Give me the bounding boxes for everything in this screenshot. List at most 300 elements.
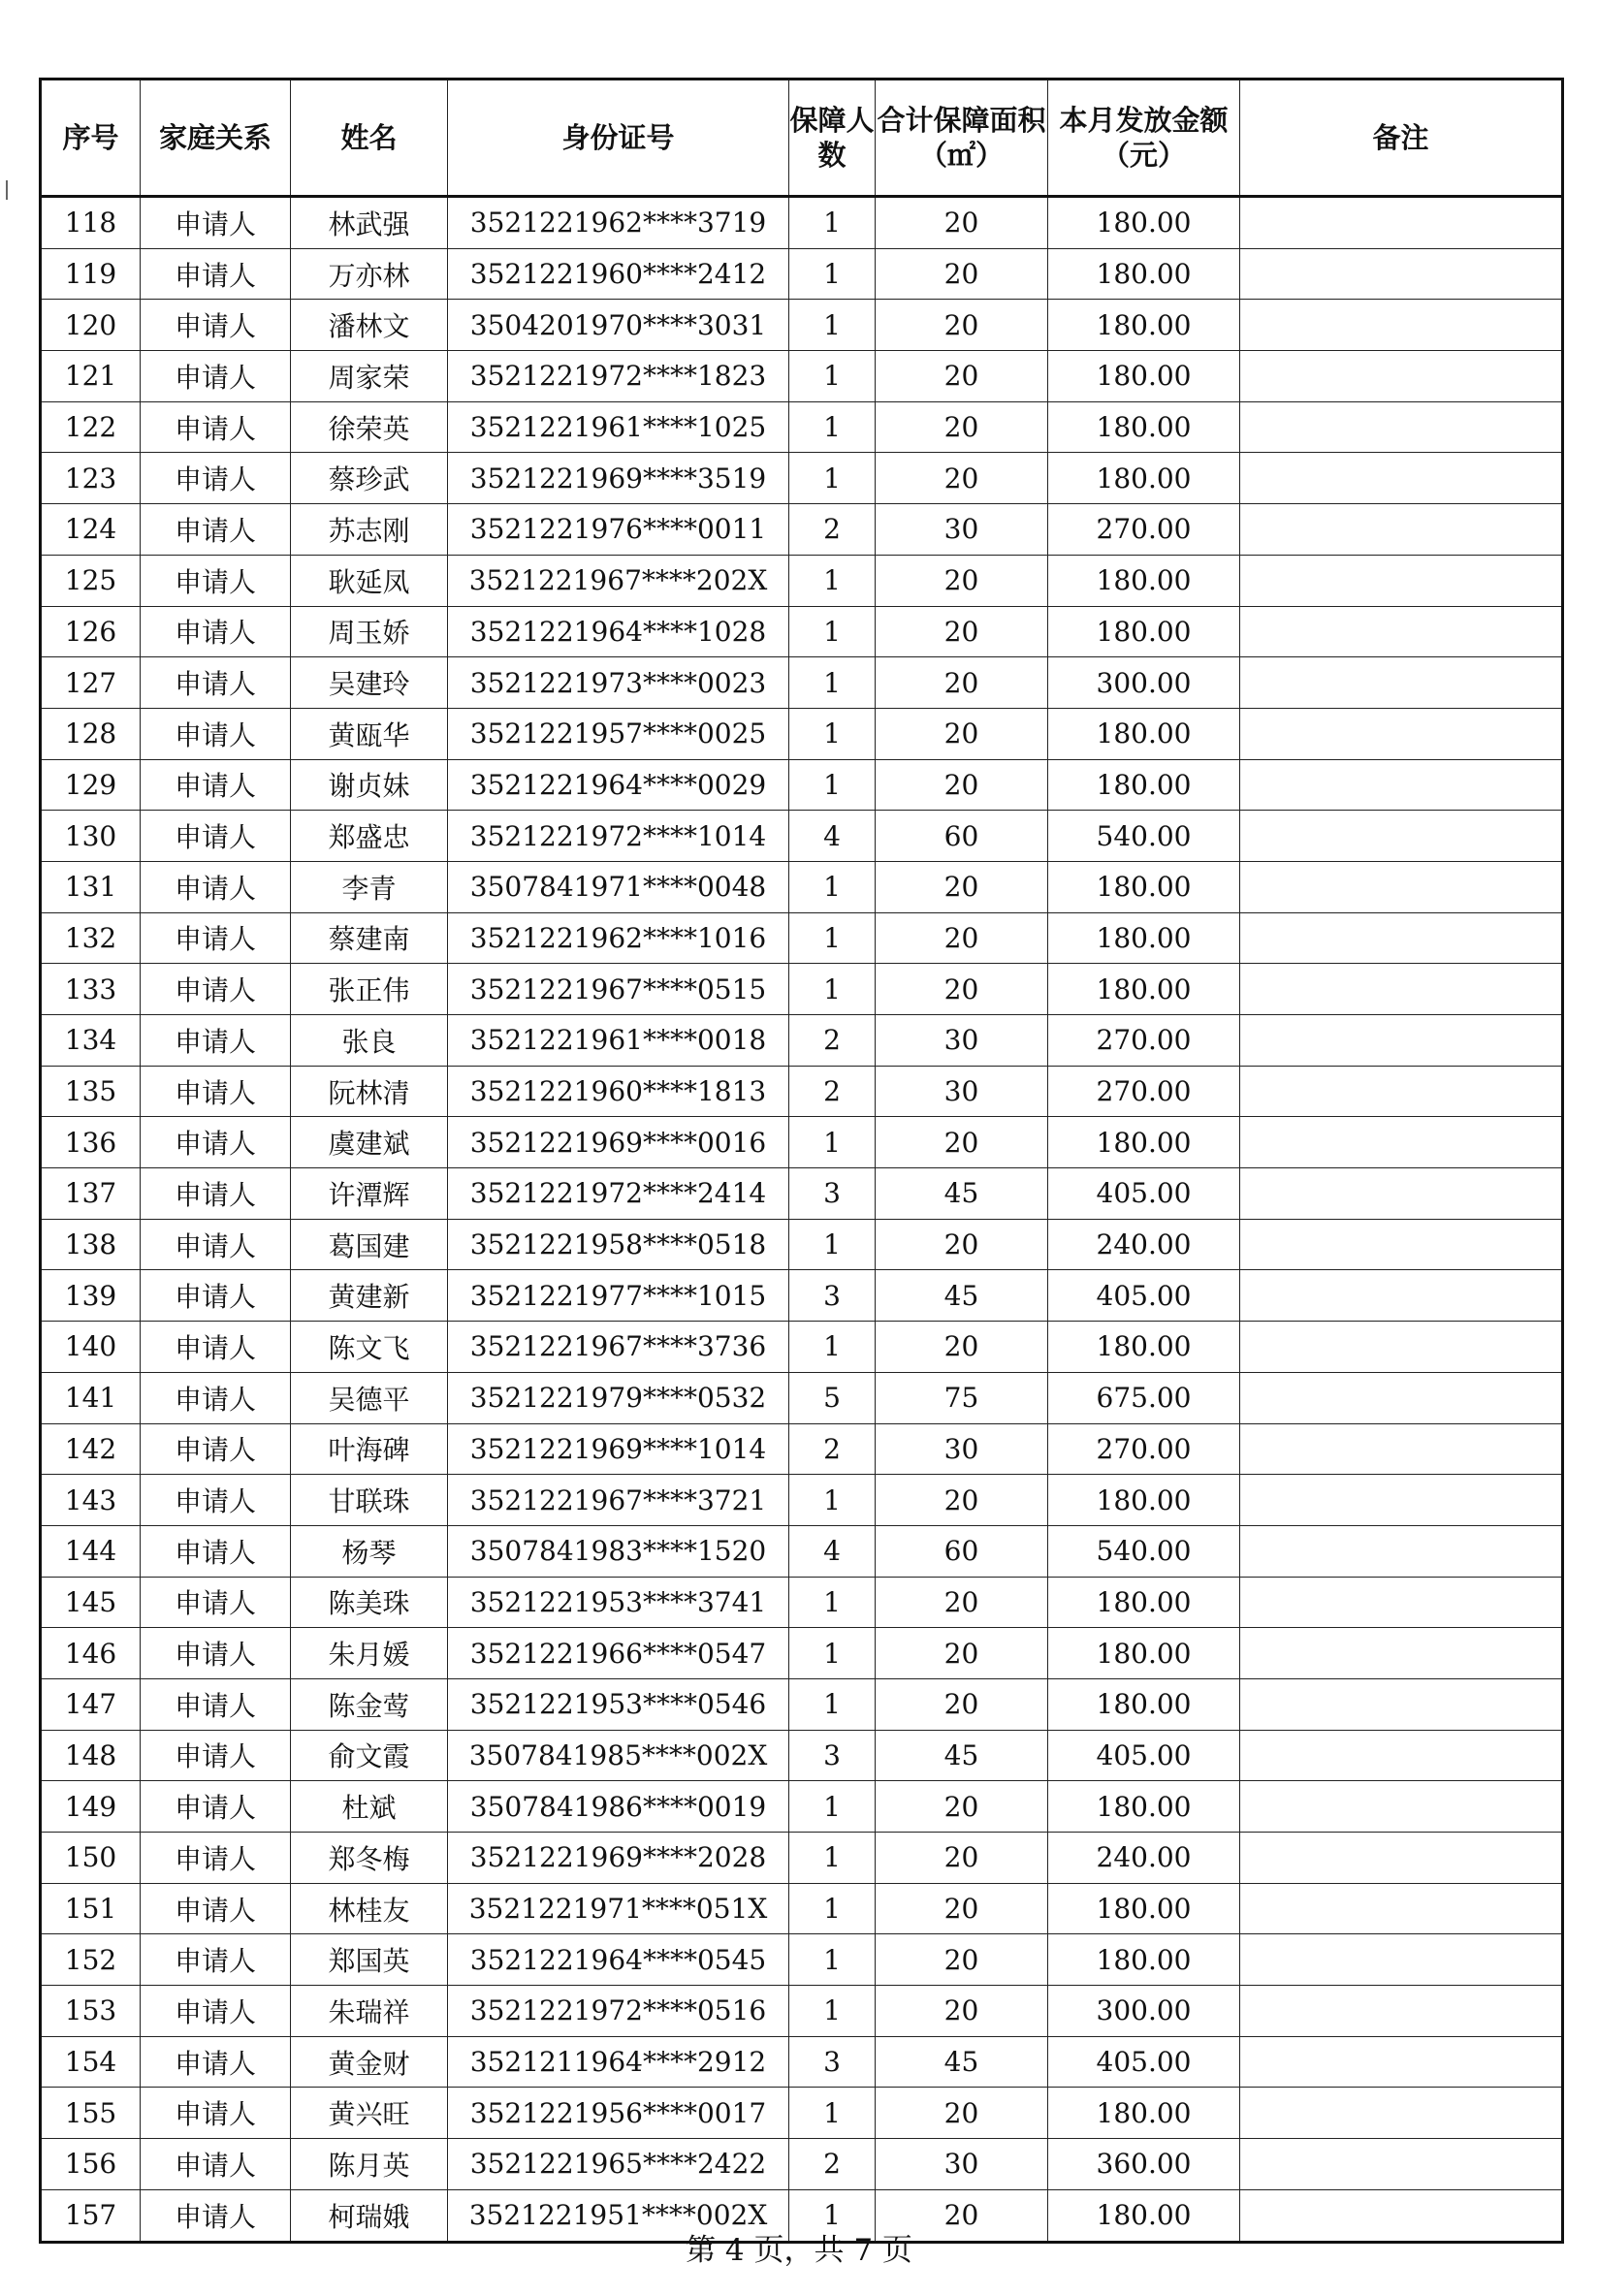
relation-cell: 申请人 (141, 1168, 291, 1220)
name-cell: 周玉娇 (291, 606, 448, 657)
id-number-cell: 3521221964****1028 (448, 606, 789, 657)
seq-cell: 132 (41, 912, 141, 964)
subsidy-roster-table (39, 78, 1564, 2244)
relation-cell: 申请人 (141, 1934, 291, 1986)
table-row (41, 759, 1563, 811)
header-id-number: 身份证号 (448, 80, 789, 197)
name-cell: 林武强 (291, 197, 448, 249)
amount-cell: 180.00 (1048, 2088, 1240, 2139)
relation-cell: 申请人 (141, 1219, 291, 1270)
area-cell: 20 (876, 197, 1048, 249)
header-amount: 本月发放金额（元） (1048, 80, 1240, 197)
name-cell: 吴建玲 (291, 657, 448, 709)
note-cell (1240, 1986, 1563, 2037)
id-number-cell: 3521221969****0016 (448, 1117, 789, 1168)
amount-cell: 240.00 (1048, 1219, 1240, 1270)
persons-cell: 1 (789, 453, 876, 504)
seq-cell: 151 (41, 1883, 141, 1934)
relation-cell: 申请人 (141, 1883, 291, 1934)
amount-cell: 180.00 (1048, 912, 1240, 964)
area-cell: 20 (876, 1934, 1048, 1986)
note-cell (1240, 1475, 1563, 1526)
area-cell: 20 (876, 1577, 1048, 1628)
area-cell: 20 (876, 1219, 1048, 1270)
seq-cell: 139 (41, 1270, 141, 1322)
seq-cell: 137 (41, 1168, 141, 1220)
persons-cell: 1 (789, 1475, 876, 1526)
note-cell (1240, 1678, 1563, 1730)
id-number-cell: 3521211964****2912 (448, 2036, 789, 2088)
id-number-cell: 3521221964****0545 (448, 1934, 789, 1986)
area-cell: 20 (876, 657, 1048, 709)
amount-cell: 180.00 (1048, 964, 1240, 1015)
name-cell: 李青 (291, 861, 448, 912)
persons-cell: 1 (789, 657, 876, 709)
header-relation: 家庭关系 (141, 80, 291, 197)
seq-cell: 156 (41, 2139, 141, 2190)
note-cell (1240, 708, 1563, 759)
note-cell (1240, 1781, 1563, 1833)
relation-cell: 申请人 (141, 1525, 291, 1577)
relation-cell: 申请人 (141, 1423, 291, 1475)
id-number-cell: 3507841985****002X (448, 1730, 789, 1781)
seq-cell: 120 (41, 300, 141, 351)
name-cell: 周家荣 (291, 351, 448, 402)
amount-cell: 180.00 (1048, 861, 1240, 912)
amount-cell: 180.00 (1048, 1678, 1240, 1730)
id-number-cell: 3521221973****0023 (448, 657, 789, 709)
name-cell: 万亦林 (291, 248, 448, 300)
note-cell (1240, 1219, 1563, 1270)
table-row (41, 300, 1563, 351)
table-row (41, 1322, 1563, 1373)
table-row (41, 1372, 1563, 1423)
table-row (41, 1781, 1563, 1833)
amount-cell: 405.00 (1048, 1730, 1240, 1781)
note-cell (1240, 401, 1563, 453)
seq-cell: 143 (41, 1475, 141, 1526)
header-area: 合计保障面积（㎡） (876, 80, 1048, 197)
table-row (41, 1833, 1563, 1884)
note-cell (1240, 1066, 1563, 1117)
name-cell: 郑冬梅 (291, 1833, 448, 1884)
area-cell: 20 (876, 1322, 1048, 1373)
amount-cell: 405.00 (1048, 1270, 1240, 1322)
relation-cell: 申请人 (141, 606, 291, 657)
area-cell: 45 (876, 1270, 1048, 1322)
name-cell: 叶海碑 (291, 1423, 448, 1475)
note-cell (1240, 1117, 1563, 1168)
table-row (41, 1219, 1563, 1270)
scan-artifact (6, 180, 8, 200)
relation-cell: 申请人 (141, 759, 291, 811)
amount-cell: 540.00 (1048, 811, 1240, 862)
seq-cell: 141 (41, 1372, 141, 1423)
id-number-cell: 3521221971****051X (448, 1883, 789, 1934)
id-number-cell: 3521221956****0017 (448, 2088, 789, 2139)
name-cell: 耿延凤 (291, 555, 448, 606)
id-number-cell: 3521221972****0516 (448, 1986, 789, 2037)
name-cell: 葛国建 (291, 1219, 448, 1270)
area-cell: 20 (876, 300, 1048, 351)
page-number-footer: 第 4 页，共 7 页 (686, 2233, 912, 2268)
table-row (41, 1270, 1563, 1322)
relation-cell: 申请人 (141, 1833, 291, 1884)
amount-cell: 180.00 (1048, 2189, 1240, 2242)
relation-cell: 申请人 (141, 1628, 291, 1679)
table-row (41, 504, 1563, 556)
seq-cell: 134 (41, 1015, 141, 1067)
area-cell: 20 (876, 1883, 1048, 1934)
amount-cell: 180.00 (1048, 1117, 1240, 1168)
amount-cell: 240.00 (1048, 1833, 1240, 1884)
seq-cell: 136 (41, 1117, 141, 1168)
seq-cell: 126 (41, 606, 141, 657)
name-cell: 蔡建南 (291, 912, 448, 964)
amount-cell: 180.00 (1048, 606, 1240, 657)
name-cell: 潘林文 (291, 300, 448, 351)
persons-cell: 4 (789, 811, 876, 862)
area-cell: 20 (876, 964, 1048, 1015)
area-cell: 30 (876, 1015, 1048, 1067)
name-cell: 阮林清 (291, 1066, 448, 1117)
amount-cell: 180.00 (1048, 708, 1240, 759)
note-cell (1240, 248, 1563, 300)
area-cell: 60 (876, 811, 1048, 862)
relation-cell: 申请人 (141, 1678, 291, 1730)
persons-cell: 3 (789, 1730, 876, 1781)
table-row (41, 912, 1563, 964)
name-cell: 甘联珠 (291, 1475, 448, 1526)
header-persons: 保障人数 (789, 80, 876, 197)
area-cell: 20 (876, 708, 1048, 759)
relation-cell: 申请人 (141, 657, 291, 709)
amount-cell: 675.00 (1048, 1372, 1240, 1423)
table-row (41, 1117, 1563, 1168)
amount-cell: 180.00 (1048, 197, 1240, 249)
seq-cell: 123 (41, 453, 141, 504)
amount-cell: 180.00 (1048, 351, 1240, 402)
name-cell: 许潭辉 (291, 1168, 448, 1220)
note-cell (1240, 453, 1563, 504)
note-cell (1240, 1372, 1563, 1423)
name-cell: 陈金莺 (291, 1678, 448, 1730)
table-row (41, 401, 1563, 453)
note-cell (1240, 2088, 1563, 2139)
relation-cell: 申请人 (141, 1781, 291, 1833)
seq-cell: 130 (41, 811, 141, 862)
table-row (41, 453, 1563, 504)
note-cell (1240, 1577, 1563, 1628)
id-number-cell: 3521221962****3719 (448, 197, 789, 249)
name-cell: 黄建新 (291, 1270, 448, 1322)
seq-cell: 133 (41, 964, 141, 1015)
table-body (41, 197, 1563, 2243)
amount-cell: 180.00 (1048, 1322, 1240, 1373)
name-cell: 虞建斌 (291, 1117, 448, 1168)
id-number-cell: 3521221960****2412 (448, 248, 789, 300)
note-cell (1240, 1525, 1563, 1577)
persons-cell: 2 (789, 2139, 876, 2190)
relation-cell: 申请人 (141, 1066, 291, 1117)
area-cell: 20 (876, 453, 1048, 504)
persons-cell: 1 (789, 555, 876, 606)
area-cell: 30 (876, 2139, 1048, 2190)
header-seq: 序号 (41, 80, 141, 197)
name-cell: 朱瑞祥 (291, 1986, 448, 2037)
area-cell: 20 (876, 1781, 1048, 1833)
persons-cell: 2 (789, 504, 876, 556)
amount-cell: 180.00 (1048, 1781, 1240, 1833)
seq-cell: 129 (41, 759, 141, 811)
persons-cell: 2 (789, 1015, 876, 1067)
name-cell: 黄瓯华 (291, 708, 448, 759)
table-row (41, 811, 1563, 862)
area-cell: 20 (876, 1475, 1048, 1526)
seq-cell: 146 (41, 1628, 141, 1679)
table-row (41, 1015, 1563, 1067)
amount-cell: 180.00 (1048, 759, 1240, 811)
id-number-cell: 3521221958****0518 (448, 1219, 789, 1270)
seq-cell: 124 (41, 504, 141, 556)
note-cell (1240, 912, 1563, 964)
name-cell: 郑盛忠 (291, 811, 448, 862)
table-row (41, 1577, 1563, 1628)
id-number-cell: 3521221979****0532 (448, 1372, 789, 1423)
note-cell (1240, 964, 1563, 1015)
persons-cell: 1 (789, 1219, 876, 1270)
area-cell: 20 (876, 351, 1048, 402)
amount-cell: 270.00 (1048, 504, 1240, 556)
persons-cell: 2 (789, 1423, 876, 1475)
relation-cell: 申请人 (141, 401, 291, 453)
relation-cell: 申请人 (141, 811, 291, 862)
relation-cell: 申请人 (141, 1270, 291, 1322)
persons-cell: 1 (789, 1577, 876, 1628)
relation-cell: 申请人 (141, 1015, 291, 1067)
amount-cell: 180.00 (1048, 1934, 1240, 1986)
amount-cell: 180.00 (1048, 300, 1240, 351)
area-cell: 20 (876, 555, 1048, 606)
id-number-cell: 3507841971****0048 (448, 861, 789, 912)
amount-cell: 270.00 (1048, 1015, 1240, 1067)
table-header-row (41, 80, 1563, 197)
name-cell: 张良 (291, 1015, 448, 1067)
amount-cell: 180.00 (1048, 401, 1240, 453)
id-number-cell: 3521221951****002X (448, 2189, 789, 2242)
header-note: 备注 (1240, 80, 1563, 197)
table-row (41, 657, 1563, 709)
persons-cell: 1 (789, 2088, 876, 2139)
table-row (41, 197, 1563, 249)
note-cell (1240, 861, 1563, 912)
note-cell (1240, 759, 1563, 811)
table-row (41, 606, 1563, 657)
id-number-cell: 3521221957****0025 (448, 708, 789, 759)
table-row (41, 2036, 1563, 2088)
area-cell: 45 (876, 1730, 1048, 1781)
id-number-cell: 3507841983****1520 (448, 1525, 789, 1577)
seq-cell: 142 (41, 1423, 141, 1475)
area-cell: 20 (876, 912, 1048, 964)
name-cell: 陈月英 (291, 2139, 448, 2190)
seq-cell: 155 (41, 2088, 141, 2139)
name-cell: 杜斌 (291, 1781, 448, 1833)
id-number-cell: 3521221962****1016 (448, 912, 789, 964)
relation-cell: 申请人 (141, 248, 291, 300)
note-cell (1240, 1015, 1563, 1067)
name-cell: 柯瑞娥 (291, 2189, 448, 2242)
note-cell (1240, 1628, 1563, 1679)
area-cell: 20 (876, 606, 1048, 657)
table-row (41, 1628, 1563, 1679)
area-cell: 20 (876, 1986, 1048, 2037)
persons-cell: 1 (789, 1117, 876, 1168)
seq-cell: 149 (41, 1781, 141, 1833)
relation-cell: 申请人 (141, 1322, 291, 1373)
persons-cell: 1 (789, 1833, 876, 1884)
area-cell: 30 (876, 1423, 1048, 1475)
name-cell: 张正伟 (291, 964, 448, 1015)
table-row (41, 1066, 1563, 1117)
area-cell: 20 (876, 1628, 1048, 1679)
note-cell (1240, 811, 1563, 862)
id-number-cell: 3521221953****3741 (448, 1577, 789, 1628)
name-cell: 林桂友 (291, 1883, 448, 1934)
table-row (41, 351, 1563, 402)
area-cell: 30 (876, 504, 1048, 556)
id-number-cell: 3521221953****0546 (448, 1678, 789, 1730)
seq-cell: 140 (41, 1322, 141, 1373)
name-cell: 俞文霞 (291, 1730, 448, 1781)
seq-cell: 121 (41, 351, 141, 402)
seq-cell: 152 (41, 1934, 141, 1986)
relation-cell: 申请人 (141, 1730, 291, 1781)
amount-cell: 270.00 (1048, 1423, 1240, 1475)
name-cell: 蔡珍武 (291, 453, 448, 504)
table-row (41, 555, 1563, 606)
id-number-cell: 3521221966****0547 (448, 1628, 789, 1679)
note-cell (1240, 2139, 1563, 2190)
id-number-cell: 3504201970****3031 (448, 300, 789, 351)
table-row (41, 2139, 1563, 2190)
id-number-cell: 3521221961****0018 (448, 1015, 789, 1067)
seq-cell: 125 (41, 555, 141, 606)
seq-cell: 154 (41, 2036, 141, 2088)
persons-cell: 1 (789, 759, 876, 811)
name-cell: 黄兴旺 (291, 2088, 448, 2139)
seq-cell: 153 (41, 1986, 141, 2037)
table-row (41, 708, 1563, 759)
id-number-cell: 3521221972****1823 (448, 351, 789, 402)
seq-cell: 128 (41, 708, 141, 759)
name-cell: 陈文飞 (291, 1322, 448, 1373)
relation-cell: 申请人 (141, 861, 291, 912)
persons-cell: 1 (789, 401, 876, 453)
amount-cell: 180.00 (1048, 453, 1240, 504)
note-cell (1240, 606, 1563, 657)
header-name: 姓名 (291, 80, 448, 197)
seq-cell: 138 (41, 1219, 141, 1270)
amount-cell: 180.00 (1048, 1628, 1240, 1679)
persons-cell: 3 (789, 1168, 876, 1220)
name-cell: 杨琴 (291, 1525, 448, 1577)
area-cell: 20 (876, 2189, 1048, 2242)
relation-cell: 申请人 (141, 197, 291, 249)
amount-cell: 180.00 (1048, 1883, 1240, 1934)
persons-cell: 2 (789, 1066, 876, 1117)
name-cell: 郑国英 (291, 1934, 448, 1986)
persons-cell: 1 (789, 248, 876, 300)
seq-cell: 147 (41, 1678, 141, 1730)
relation-cell: 申请人 (141, 300, 291, 351)
id-number-cell: 3521221972****2414 (448, 1168, 789, 1220)
seq-cell: 118 (41, 197, 141, 249)
persons-cell: 1 (789, 964, 876, 1015)
table-row (41, 1678, 1563, 1730)
id-number-cell: 3507841986****0019 (448, 1781, 789, 1833)
note-cell (1240, 657, 1563, 709)
seq-cell: 135 (41, 1066, 141, 1117)
name-cell: 陈美珠 (291, 1577, 448, 1628)
persons-cell: 1 (789, 861, 876, 912)
relation-cell: 申请人 (141, 1986, 291, 2037)
note-cell (1240, 1883, 1563, 1934)
relation-cell: 申请人 (141, 2088, 291, 2139)
persons-cell: 5 (789, 1372, 876, 1423)
persons-cell: 1 (789, 606, 876, 657)
relation-cell: 申请人 (141, 964, 291, 1015)
relation-cell: 申请人 (141, 504, 291, 556)
id-number-cell: 3521221965****2422 (448, 2139, 789, 2190)
seq-cell: 157 (41, 2189, 141, 2242)
persons-cell: 1 (789, 708, 876, 759)
persons-cell: 1 (789, 1322, 876, 1373)
id-number-cell: 3521221964****0029 (448, 759, 789, 811)
seq-cell: 127 (41, 657, 141, 709)
table-row (41, 1730, 1563, 1781)
id-number-cell: 3521221969****2028 (448, 1833, 789, 1884)
note-cell (1240, 1270, 1563, 1322)
area-cell: 20 (876, 759, 1048, 811)
note-cell (1240, 1168, 1563, 1220)
area-cell: 20 (876, 861, 1048, 912)
id-number-cell: 3521221961****1025 (448, 401, 789, 453)
note-cell (1240, 1934, 1563, 1986)
relation-cell: 申请人 (141, 1372, 291, 1423)
relation-cell: 申请人 (141, 2189, 291, 2242)
amount-cell: 270.00 (1048, 1066, 1240, 1117)
persons-cell: 1 (789, 351, 876, 402)
seq-cell: 122 (41, 401, 141, 453)
seq-cell: 148 (41, 1730, 141, 1781)
note-cell (1240, 197, 1563, 249)
seq-cell: 119 (41, 248, 141, 300)
name-cell: 苏志刚 (291, 504, 448, 556)
relation-cell: 申请人 (141, 453, 291, 504)
relation-cell: 申请人 (141, 2036, 291, 2088)
table-row (41, 1934, 1563, 1986)
id-number-cell: 3521221969****1014 (448, 1423, 789, 1475)
area-cell: 20 (876, 1833, 1048, 1884)
note-cell (1240, 2036, 1563, 2088)
persons-cell: 1 (789, 1628, 876, 1679)
persons-cell: 4 (789, 1525, 876, 1577)
persons-cell: 1 (789, 300, 876, 351)
persons-cell: 3 (789, 1270, 876, 1322)
area-cell: 75 (876, 1372, 1048, 1423)
amount-cell: 180.00 (1048, 555, 1240, 606)
